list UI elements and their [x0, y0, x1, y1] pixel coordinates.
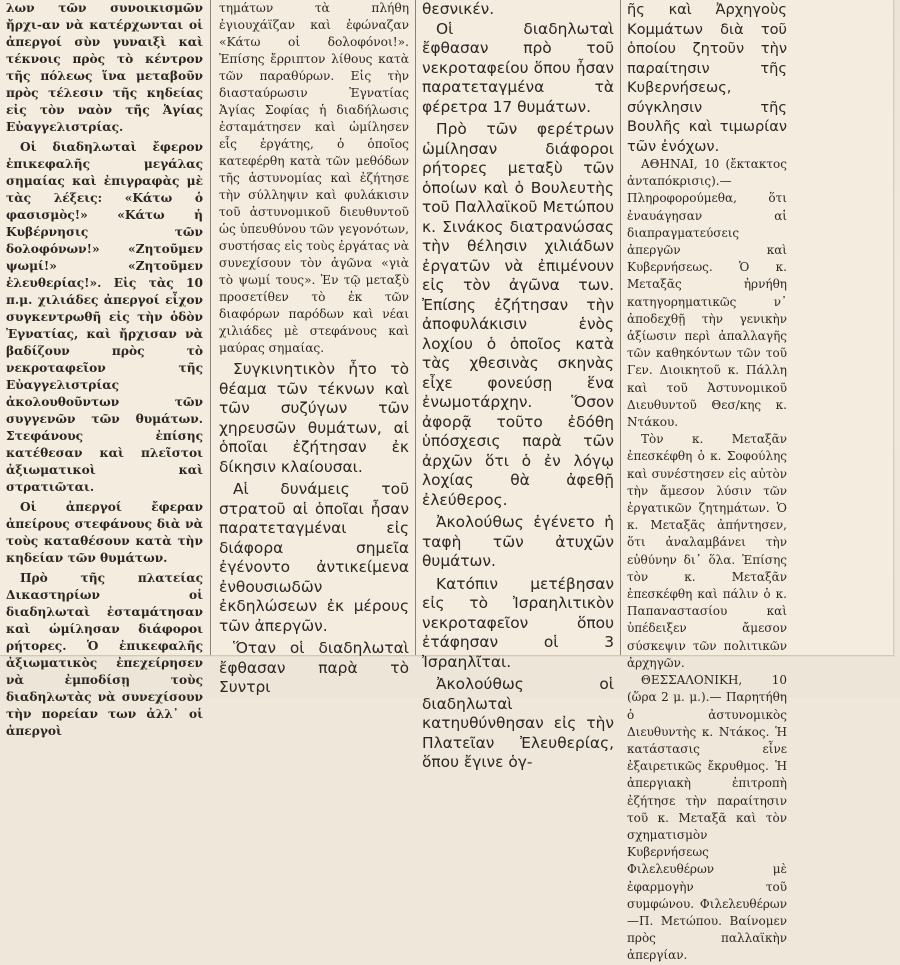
column-rule [415, 0, 416, 655]
column-rule [210, 0, 211, 655]
col4-paragraph-1: ῆς καὶ Ἀρχηγοὺς Κομμάτων διὰ τοῦ ὁποίου ζητοῦν τὴν παραίτησιν τῆς Κυβερνήσεως, σύγκλησιν τῆς Βουλῆς καὶ τιμωρίαν τῶν ἐνόχων. [627, 1, 787, 155]
col2-paragraph-1: τημάτων τὰ πλήθη ἐγιουχάϊζαν καὶ ἐφώναζαν «Κάτω οἱ δολοφόνοι!». Ἐπίσης ἔρριπτον λίθους κατὰ τῶν παραθύρων. Εἰς τὴν διασταύρωσιν Ἐγνατίας Ἁγίας Σοφίας ἡ διαδήλωσις ἐσταμάτησεν καὶ ὡμίλησεν εἷς ἐργάτης, ὁ ὁποῖος κατεφέρθη κατὰ τῶν μεθόδων τῆς ἀστυνομίας καὶ ἐζήτησε τὴν σύλληψιν καὶ φυλάκισιν τοῦ ἀστυνομικοῦ διευθυντοῦ ὡς ὑπευθύνου τῶν γεγονότων, συστήσας εἰς τοὺς ἐργάτας νὰ συνεχίσουν τὸν ἀγῶνα «γιὰ τὸ ψωμί τους». Ἐν τῷ μεταξὺ προσετίθεν τὸ ἐκ τῶν διαφόρων παρόδων καὶ νέαι χιλιάδες μὲ στεφάνους καὶ μαύρας σημαίας. [219, 1, 409, 355]
col2-paragraph-2: Συγκινητικὸν ἦτο τὸ θέαμα τῶν τέκνων καὶ τῶν συζύγων τῶν χηρευσῶν θυμάτων, αἱ ὁποῖαι ἐζήτησαν ἐκ δίκησιν κλαίουσαι. [219, 360, 409, 476]
col3-paragraph-4: Ἀκολούθως ἐγένετο ἡ ταφὴ τῶν ἀτυχῶν θυμάτων. [422, 513, 614, 570]
col2-paragraph-3: Αἱ δυνάμεις τοῦ στρατοῦ αἱ ὁποῖαι ἦσαν παρατεταγμέναι εἰς διάφορα σημεῖα ἐγένοντο ἀντικείμενα ἐνθουσιωδῶν ἐκδηλώσεων ἐκ μέρους τῶν ἀπεργῶν. [219, 480, 409, 635]
col1-paragraph-2: Οἱ διαδηλωταὶ ἔφερον ἐπικεφαλῆς μεγάλας σημαίας καὶ ἐπιγραφὰς μὲ τὰς λέξεις: «Κάτω ὁ φασισμὸς!» «Κάτω ἡ Κυβέρνησις τῶν δολοφόνων!» «Ζητοῦμεν ψωμί!» «Ζητοῦμεν ἐλευθερίας!». Εἰς τὰς 10 π.μ. χιλιάδες ἀπεργοί εἶχον συγκεντρωθῆ εἰς τὴν ὁδὸν Ἐγνατίας, καὶ ἤρχισαν νὰ βαδίζουν πρὸς τὸ νεκροταφεῖον τῆς Εὐαγγελιστρίας ἀκολουθοῦντων τῶν συγγενῶν τῶν θυμάτων. Στεφάνους ἐπίσης κατέθεσαν καὶ πλεῖστοι ἀξιωματικοὶ καὶ στρατιῶται. [6, 140, 203, 494]
col4-paragraph-2: ΑΘΗΝΑΙ, 10 (ἔκτακτος ἀνταπόκρισις).— Πληροφορούμεθα, ὅτι ἐναυάγησαν αἱ διαπραγματεύσεις ἀπεργῶν καὶ Κυβερνήσεως. Ὁ κ. Μεταξᾶς ἠρνήθη κατηγορηματικῶς ν᾽ ἀποδεχθῇ τὴν γενικὴν ἀξίωσιν περὶ ἀπαλλαγῆς τῶν καθηκόντων τῶν τοῦ Γεν. Διοικητοῦ κ. Πάλλη καὶ τοῦ Ἀστυνομικοῦ Διευθυντοῦ Θεσ/κης κ. Ντάκου. [627, 157, 787, 430]
article-column-2 [215, 0, 413, 696]
column-rule [620, 0, 621, 655]
col3-paragraph-2: Οἱ διαδηλωταὶ ἔφθασαν πρὸ τοῦ νεκροταφείου ὅπου ἦσαν παρατεταγμένα τὰ φέρετρα 17 θυμάτων. [422, 19, 614, 116]
col4-paragraph-4: ΘΕΣΣΑΛΟΝΙΚΗ, 10 (ὥρα 2 μ. μ.).— Παρητήθη ὁ ἀστυνομικὸς Διευθυντὴς κ. Ντάκος. Ἡ κατάστασις εἶνε ἐξαιρετικῶς ἔκρυθμος. Ἡ ἀπεργιακὴ ἐπιτροπὴ ἐζήτησε τὴν παραίτησιν τοῦ κ. Μεταξᾶ καὶ τὸν σχηματισμὸν Κυβερνήσεως Φιλελευθέρων μὲ ἐφαρμογὴν τοῦ συμφώνου. Φιλελευθέρων—Π. Μετώπου. Βαίνομεν πρὸς παλλαϊκὴν ἀπεργίαν. [627, 673, 787, 963]
col3-paragraph-1: θεσνικέν. [422, 0, 495, 18]
article-column-4 [623, 0, 791, 963]
col1-paragraph-4: Πρὸ τῆς πλατείας Δικαστηρίων οἱ διαδηλωταὶ ἐσταμάτησαν καὶ ὡμίλησαν διάφοροι ρήτορες. Ὁ ἐπικεφαλῆς ἀξιωματικὸς ἐπεχείρησεν νὰ ἐμποδίσῃ τοὺς διαδηλωτὰς νὰ συνεχίσουν τὴν πορείαν των ἀλλ᾽ οἱ ἀπεργοὶ [6, 571, 203, 738]
col2-paragraph-4: Ὅταν οἱ διαδηλωταὶ ἔφθασαν παρὰ τὸ Συντρι [219, 639, 409, 696]
col1-paragraph-3: Οἱ ἀπεργοί ἔφεραν ἀπείρους στεφάνους διὰ νὰ τοὺς καταθέσουν κατὰ τὴν κηδείαν τῶν θυμάτων. [6, 500, 203, 565]
col3-paragraph-3: Πρὸ τῶν φερέτρων ὡμίλησαν διάφοροι ρήτορες μεταξὺ τῶν ὁποίων καὶ ὁ Βουλευτὴς τοῦ Παλλαϊκοῦ Μετώπου κ. Σινάκος διατρανώσας τὴν θέλησιν χιλιάδων ἐργατῶν νὰ ἐπιμένουν εἰς τὸν ἀγῶνα των. Ἐπίσης ἐζήτησαν τὴν ἀποφυλάκισιν ἑνὸς λοχίου ὁ ὁποῖος κατὰ τὰς χθεσινὰς σκηνὰς εἶχε φονεύσῃ ἕνα ἐνωμοτάρχην. Ὅσον ἀφορᾷ τοῦτο ἐδόθη ὑπόσχεσις παρὰ τῶν ἀρχῶν ὅτι ὁ ἐν λόγῳ λοχίας θὰ ἀφεθῇ ἐλεύθερος. [422, 120, 614, 509]
article-column-3 [418, 0, 618, 771]
col1-paragraph-1: λων τῶν συνοικισμῶν ἤρχι-αν νὰ κατέρχωνται οἱ ἀπεργοί σὺν γυναιξὶ καὶ τέκνοις πρὸς τὸ κέντρον τῆς πόλεως ἵνα μεταβοῦν πρὸς τέλεσιν τῆς κηδείας εἰς τὸν ναὸν τῆς Ἁγίας Εὐαγγελιστρίας. [6, 1, 203, 134]
col4-paragraph-3: Τὸν κ. Μεταξᾶν ἐπεσκέφθη ὁ κ. Σοφούλης καὶ συνέστησεν εἰς αὐτὸν τὴν ἄμεσον λύσιν τῶν ἐργατικῶν ζητημάτων. Ὁ κ. Μεταξᾶς ἀπήντησεν, ὅτι ἀναλαμβάνει τὴν εὐθύνην δι᾽ ὅλα. Ἐπίσης τὸν κ. Μεταξᾶν ἐπεσκέφθη καὶ πάλιν ὁ κ. Παπαναστασίου καὶ ὑπέδειξεν ἄμεσον σύσκεψιν τῶν πολιτικῶν ἀρχηγῶν. [627, 432, 787, 670]
col3-paragraph-5: Κατόπιν μετέβησαν εἰς τὸ Ἰσραηλιτικὸν νεκροταφεῖον ὅπου ἐτάφησαν οἱ 3 Ἰσραηλῖται. [422, 574, 614, 671]
article-column-1 [2, 0, 207, 738]
col3-paragraph-6: Ἀκολούθως οἱ διαδηλωταὶ κατηυθύνθησαν εἰς τὴν Πλατεῖαν Ἐλευθερίας, ὅπου ἔγινε ὁγ- [422, 675, 614, 771]
